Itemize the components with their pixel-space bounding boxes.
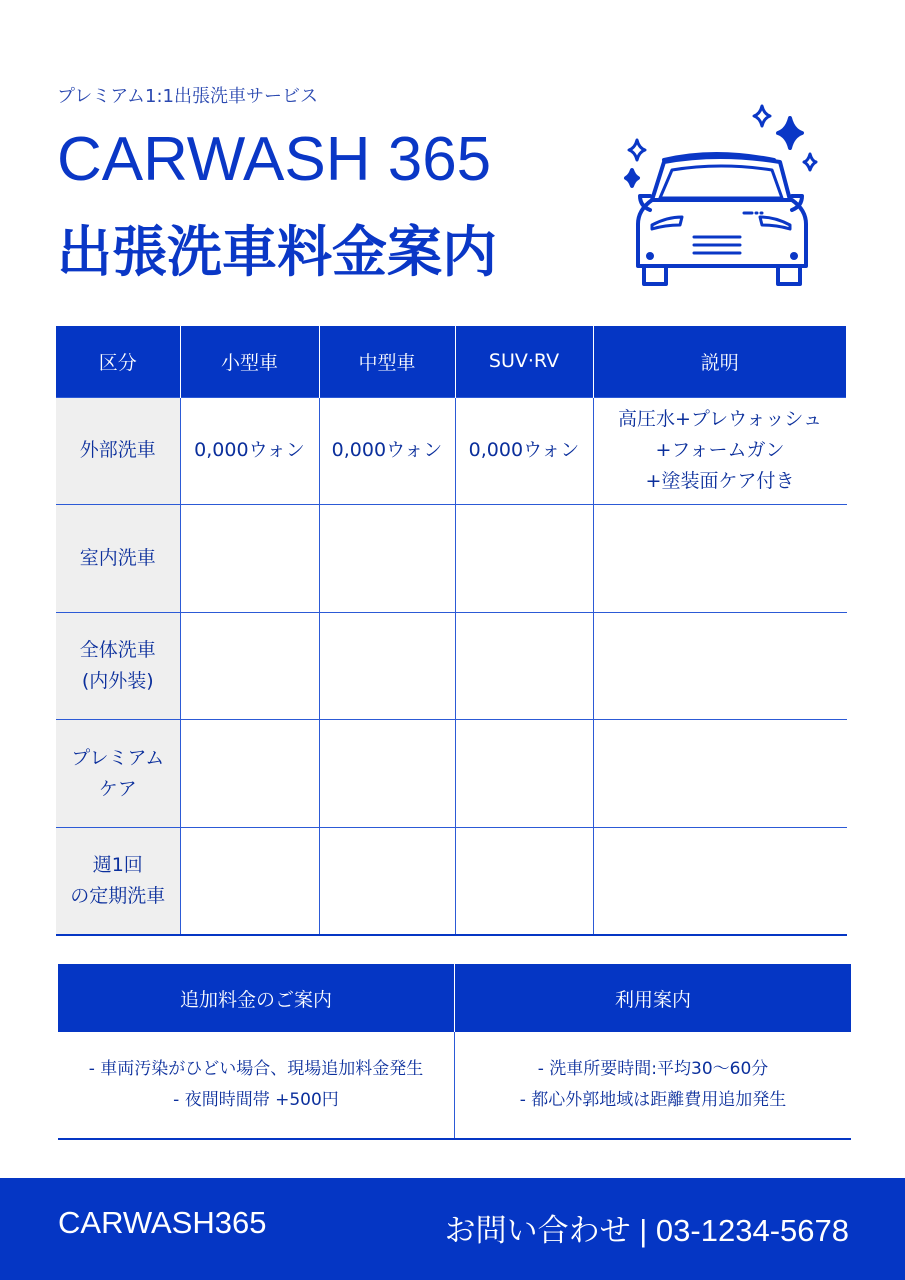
usage-info-cell [455, 1032, 852, 1139]
price-cell [455, 827, 593, 935]
table-row [56, 827, 847, 935]
subtitle: プレミアム1:1出張洗車サービス [57, 86, 318, 107]
car-sparkle-icon [612, 100, 822, 295]
description-cell [593, 827, 847, 935]
info-line: - 都心外郭地域は距離費用追加発生 [519, 1090, 787, 1110]
page-title: 出張洗車料金案内 [57, 220, 498, 284]
category-cell [56, 612, 180, 720]
category-cell [56, 505, 180, 613]
footer-contact: お問い合わせ | 03-1234-5678 [444, 1213, 849, 1248]
price-cell [455, 720, 593, 828]
price-cell [180, 827, 319, 935]
description-cell [593, 612, 847, 720]
category-cell [56, 397, 180, 505]
header-category: 区分 [56, 326, 180, 397]
price-cell [180, 612, 319, 720]
header-suv-rv: SUV·RV [455, 326, 593, 397]
category-label: 外部洗車 [79, 439, 156, 462]
info-line: - 車両汚染がひどい場合、現場追加料金発生 [88, 1059, 424, 1079]
category-label: の定期洗車 [70, 884, 166, 907]
table-header-row [56, 326, 847, 397]
category-cell [56, 827, 180, 935]
category-cell [56, 720, 180, 828]
price-cell [455, 612, 593, 720]
description-line: 高圧水+プレウォッシュ [617, 408, 823, 431]
price-table [56, 326, 847, 936]
price-cell [319, 720, 455, 828]
category-label: プレミアム [71, 746, 165, 769]
price-cell [319, 827, 455, 935]
price-cell: 0,000ウォン [455, 397, 593, 505]
category-label: 週1回 [92, 853, 143, 876]
category-label: 室内洗車 [79, 546, 156, 569]
header-description: 説明 [593, 326, 847, 397]
header-medium-car: 中型車 [319, 326, 455, 397]
header-usage-info: 利用案内 [455, 964, 852, 1032]
price-cell: 0,000ウォン [180, 397, 319, 505]
price-cell [180, 720, 319, 828]
description-line: +フォームガン [655, 439, 785, 462]
price-cell [455, 505, 593, 613]
info-line: - 夜間時間帯 +500円 [173, 1090, 339, 1110]
price-cell [319, 612, 455, 720]
description-line: +塗装面ケア付き [645, 470, 795, 493]
table-row [56, 612, 847, 720]
brand-title: CARWASH 365 [57, 125, 492, 194]
description-cell [593, 505, 847, 613]
table-row [56, 397, 847, 505]
category-label: ケア [98, 777, 137, 800]
price-cell [319, 505, 455, 613]
table-row [56, 720, 847, 828]
info-table [58, 964, 851, 1140]
category-label: (内外装) [81, 669, 154, 692]
footer-brand: CARWASH365 [58, 1205, 267, 1240]
header-extra-fees: 追加料金のご案内 [58, 964, 455, 1032]
info-line: - 洗車所要時間:平均30～60分 [537, 1059, 769, 1079]
price-cell: 0,000ウォン [319, 397, 455, 505]
description-cell [593, 720, 847, 828]
extra-fees-cell [58, 1032, 455, 1139]
category-label: 全体洗車 [79, 638, 156, 661]
header-small-car: 小型車 [180, 326, 319, 397]
price-cell [180, 505, 319, 613]
footer [0, 1178, 905, 1280]
table-row [56, 505, 847, 613]
description-cell [593, 397, 847, 505]
